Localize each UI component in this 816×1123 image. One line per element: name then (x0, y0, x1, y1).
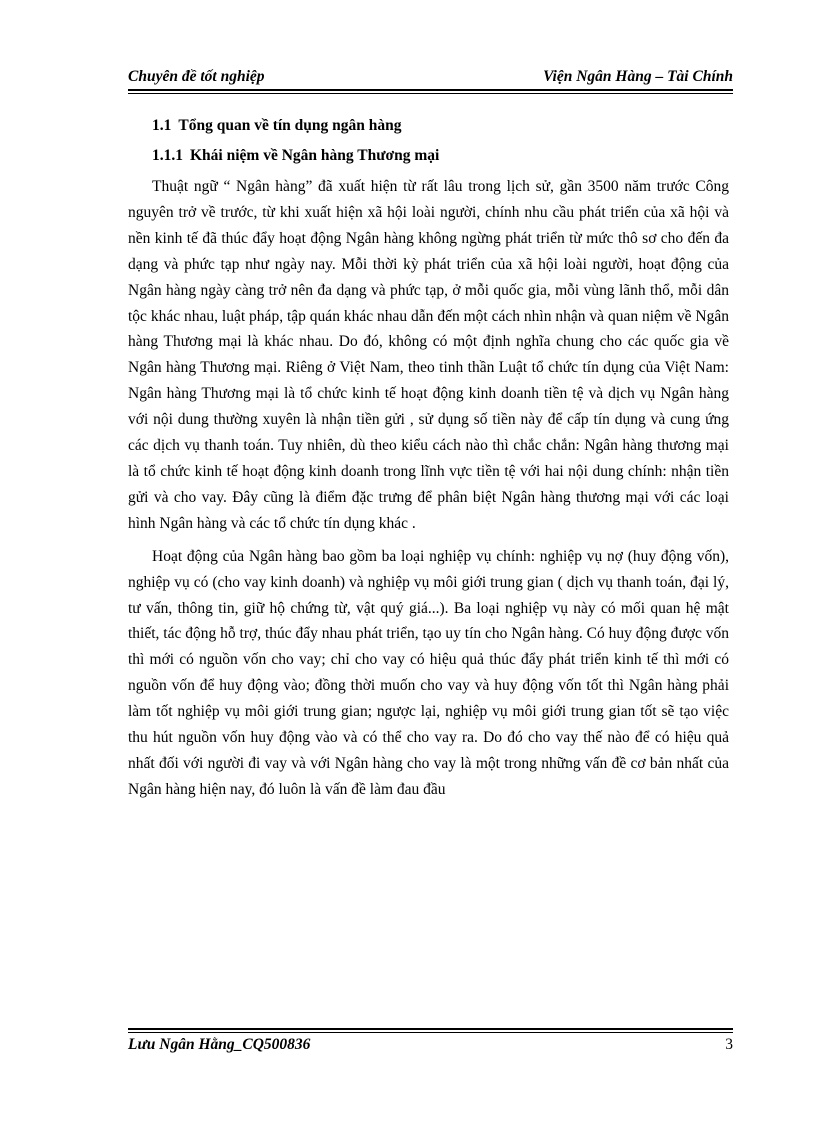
subsection-title: Khái niệm về Ngân hàng Thương mại (190, 147, 440, 164)
paragraph-definition: Thuật ngữ “ Ngân hàng” đã xuất hiện từ rất lâu trong lịch sử, gần 3500 năm trước Công nguyên trở về trước, từ khi xuất hiện xã hội loài người, chính nhu cầu phát triển của xã hội và nền kinh tế đã thúc đẩy hoạt động Ngân hàng không ngừng phát triển từ mức thô sơ cho đến đa dạng và phức tạp như ngày nay. Mỗi thời kỳ phát triển của xã hội loài người, hoạt động của Ngân hàng ngày càng trở nên đa dạng và phức tạp, ở mỗi quốc gia, mỗi vùng lãnh thổ, mỗi dân tộc khác nhau, luật pháp, tập quán khác nhau dẫn đến một cách nhìn nhận và quan niệm về Ngân hàng Thương mại là khác nhau. Do đó, không có một định nghĩa chung cho các quốc gia về Ngân hàng Thương mại. Riêng ở Việt Nam, theo tinh thần Luật tổ chức tín dụng của Việt Nam: Ngân hàng Thương mại là tổ chức kinh tế hoạt động kinh doanh tiền tệ và dịch vụ Ngân hàng với nội dung thường xuyên là nhận tiền gửi , sử dụng số tiền này để cấp tín dụng và cung ứng các dịch vụ thanh toán. Tuy nhiên, dù theo kiểu cách nào thì chắc chắn: Ngân hàng thương mại là tổ chức kinh tế hoạt động kinh doanh trong lĩnh vực tiền tệ với hai nội dung chính: nhận tiền gửi và cho vay. Đây cũng là điểm đặc trưng để phân biệt Ngân hàng thương mại với các loại hình Ngân hàng và các tổ chức tín dụng khác . (128, 178, 729, 532)
page-number: 3 (725, 1036, 733, 1053)
header-document-type: Chuyên đề tốt nghiệp (128, 68, 265, 85)
footer-rule (128, 1028, 733, 1033)
subsection-number: 1.1.1 (152, 147, 183, 164)
page-footer (128, 1036, 733, 1060)
header-rule (128, 89, 733, 94)
section-heading-1-1-1 (128, 142, 729, 170)
header-institute: Viện Ngân Hàng – Tài Chính (543, 68, 733, 85)
section-number: 1.1 (152, 117, 172, 134)
section-title: Tổng quan về tín dụng ngân hàng (178, 117, 402, 134)
paragraph-operations: Hoạt động của Ngân hàng bao gồm ba loại nghiệp vụ chính: nghiệp vụ nợ (huy động vốn), nghiệp vụ có (cho vay kinh doanh) và nghiệp vụ môi giới trung gian ( dịch vụ thanh toán, đại lý, tư vấn, thông tin, giữ hộ chứng từ, vật quý giá...). Ba loại nghiệp vụ này có mối quan hệ mật thiết, tác động hỗ trợ, thúc đẩy nhau phát triển, tạo uy tín cho Ngân hàng. Có huy động được vốn thì mới có nguồn vốn cho vay; chỉ cho vay có hiệu quả thúc đẩy phát triển kinh tế thì mới có nguồn vốn để huy động vào; đồng thời muốn cho vay và huy động vốn tốt thì Ngân hàng phải làm tốt nghiệp vụ môi giới trung gian; ngược lại, nghiệp vụ môi giới trung gian tốt sẽ tạo việc thu hút nguồn vốn huy động vào và có thể cho vay ra. Do đó cho vay thế nào để có hiệu quả nhất đối với người đi vay và với Ngân hàng cho vay là một trong những vấn đề cơ bản nhất của Ngân hàng hiện nay, đó luôn là vấn đề làm đau đầu (128, 547, 729, 798)
section-heading-1-1 (128, 112, 729, 140)
page-body (128, 112, 729, 803)
footer-author: Lưu Ngân Hằng_CQ500836 (128, 1036, 311, 1053)
